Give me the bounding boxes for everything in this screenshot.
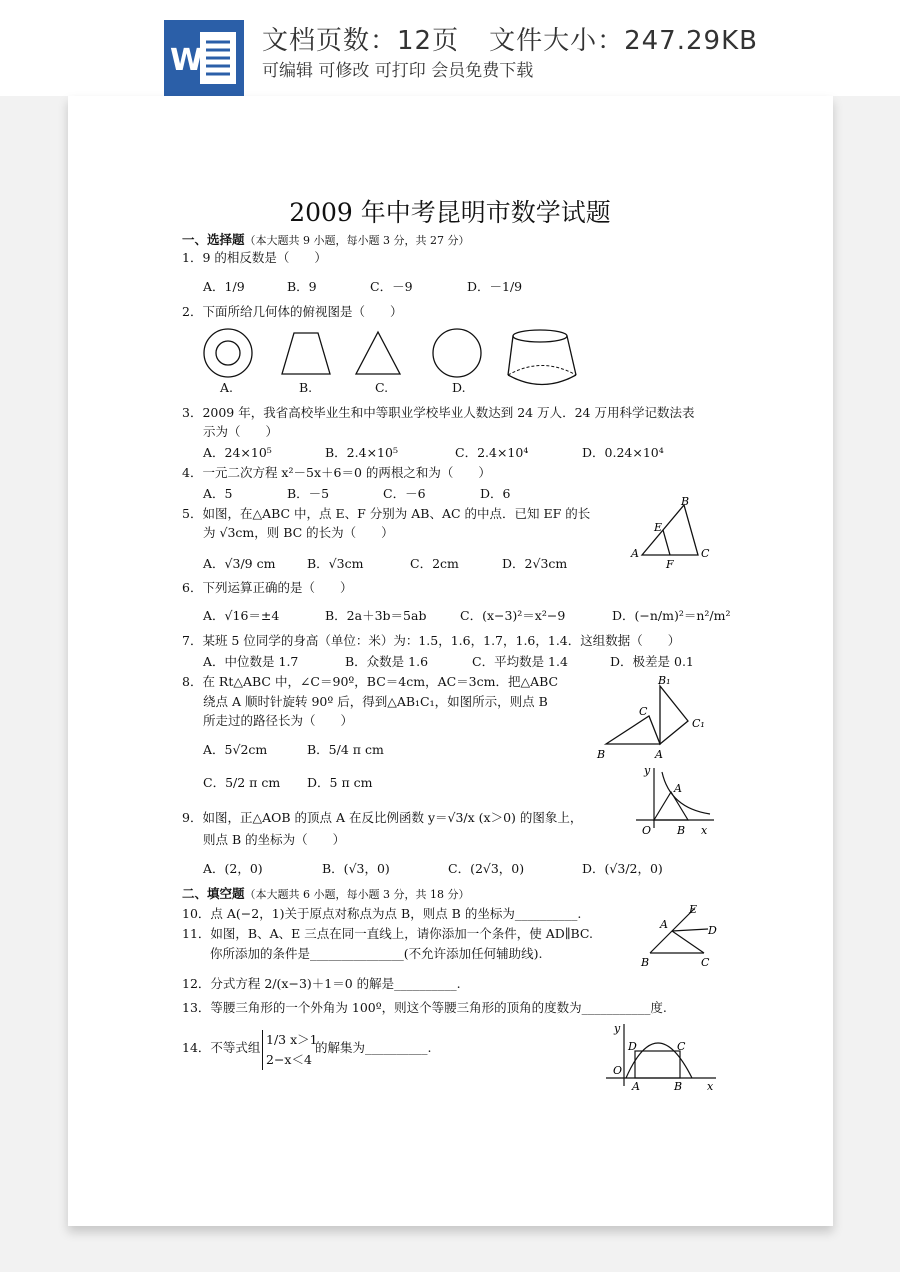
question-7: 7．某班 5 位同学的身高（单位：米）为：1.5，1.6，1.7，1.6，1.4．这组数据（ ）	[182, 633, 681, 648]
section1-title: 一、选择题	[182, 232, 245, 247]
q4-option-d: D．6	[480, 486, 511, 501]
q4-option-a: A．5	[203, 486, 233, 501]
question-5-line2: 为 √3cm，则 BC 的长为（ ）	[203, 525, 394, 540]
question-11-line2: 你所添加的条件是_______________(不允许添加任何辅助线).	[210, 946, 543, 961]
svg-text:C: C	[701, 547, 710, 560]
q1-option-a: A．1/9	[203, 279, 245, 294]
q7-option-a: A．中位数是 1.7	[203, 654, 299, 669]
page-count: 文档页数：12页	[262, 26, 460, 56]
q6-option-a: A．√16＝±4	[203, 608, 280, 623]
q11-parallel-figure	[638, 903, 724, 971]
q3-option-b: B．2.4×10⁵	[325, 445, 398, 460]
q4-option-c: C．－6	[383, 486, 426, 501]
ring-shape-inner	[216, 341, 240, 365]
question-4: 4．一元二次方程 x²－5x＋6＝0 的两根之和为（ ）	[182, 465, 491, 480]
q1-option-b: B．9	[287, 279, 317, 294]
section1-heading	[182, 232, 470, 249]
q14-ineq-1: 1/3 x＞1	[266, 1032, 318, 1047]
q6-option-c: C．(x−3)²＝x²−9	[460, 608, 566, 623]
q5-option-b: B．√3cm	[307, 556, 364, 571]
word-file-icon	[164, 20, 244, 96]
question-14-prefix: 14．不等式组	[182, 1040, 261, 1055]
svg-text:C: C	[677, 1040, 686, 1053]
question-13: 13．等腰三角形的一个外角为 100º，则这个等腰三角形的顶角的度数为___________度.	[182, 1000, 667, 1015]
file-size: 文件大小：247.29KB	[489, 26, 758, 56]
svg-text:B: B	[597, 748, 606, 761]
question-3-line2: 示为（ ）	[203, 424, 279, 439]
q5-option-c: C．2cm	[410, 556, 459, 571]
triangle-shape	[356, 332, 400, 374]
svg-text:C: C	[701, 956, 710, 969]
section1-note: （本大题共 9 小题，每小题 3 分，共 27 分）	[244, 234, 470, 247]
parabola-rectangle-figure	[604, 1022, 722, 1092]
doc-features: 可编辑 可修改 可打印 会员免费下载	[262, 61, 534, 81]
q2-label-a: A.	[220, 380, 234, 395]
question-3-line1: 3．2009 年，我省高校毕业生和中等职业学校毕业人数达到 24 万人．24 万用科学记数法表	[182, 405, 695, 420]
svg-text:A: A	[674, 782, 682, 795]
doc-stats	[262, 20, 758, 57]
q2-label-d: D.	[452, 380, 466, 395]
svg-text:x: x	[701, 824, 708, 837]
section2-note: （本大题共 6 小题，每小题 3 分，共 18 分）	[244, 888, 470, 901]
q5-option-d: D．2√3cm	[502, 556, 568, 571]
question-11-line1: 11．如图，B、A、E 三点在同一直线上，请你添加一个条件，使 AD∥BC.	[182, 926, 594, 941]
q9-option-b: B．(√3，0)	[322, 861, 390, 876]
section2-heading	[182, 886, 470, 903]
svg-text:A: A	[660, 918, 668, 931]
circle-shape	[433, 329, 481, 377]
word-logo-letter: W	[170, 43, 204, 78]
svg-text:B: B	[681, 495, 690, 508]
svg-text:y: y	[644, 764, 651, 777]
q1-option-c: C．－9	[370, 279, 413, 294]
question-10: 10．点 A(−2，1)关于原点对称点为点 B，则点 B 的坐标为__________.	[182, 906, 582, 921]
question-8-line1: 8．在 Rt△ABC 中，∠C＝90º，BC＝4cm，AC＝3cm．把△ABC	[182, 674, 559, 689]
question-9-line1: 9．如图，正△AOB 的顶点 A 在反比例函数 y＝√3/x (x＞0) 的图象上，	[182, 810, 583, 825]
question-14-suffix: 的解集为__________.	[315, 1040, 432, 1055]
q5-option-a: A．√3/9 cm	[203, 556, 276, 571]
q5-triangle-figure	[628, 497, 718, 569]
q14-ineq-2: 2−x＜4	[266, 1052, 312, 1067]
q3-option-c: C．2.4×10⁴	[455, 445, 529, 460]
q6-option-b: B．2a＋3b＝5ab	[325, 608, 427, 623]
svg-text:C: C	[639, 705, 648, 718]
svg-text:F: F	[666, 558, 674, 571]
question-9-line2: 则点 B 的坐标为（ ）	[203, 832, 346, 847]
q8-option-c: C．5/2 π cm	[203, 775, 281, 790]
question-8-line2: 绕点 A 顺时针旋转 90º 后，得到△AB₁C₁，如图所示，则点 B	[203, 694, 548, 709]
q3-option-a: A．24×10⁵	[203, 445, 272, 460]
svg-text:C₁: C₁	[692, 717, 705, 730]
trapezoid-shape	[282, 333, 330, 374]
q9-option-c: C．(2√3，0)	[448, 861, 525, 876]
svg-text:E: E	[689, 903, 698, 916]
svg-text:B: B	[641, 956, 650, 969]
question-2: 2．下面所给几何体的俯视图是（ ）	[182, 304, 403, 319]
frustum-top	[513, 330, 567, 342]
question-8-line3: 所走过的路径长为（ ）	[203, 713, 354, 728]
q9-graph-figure	[632, 764, 722, 840]
q9-option-d: D．(√3/2，0)	[582, 861, 663, 876]
svg-text:y: y	[614, 1022, 621, 1035]
svg-text:B₁: B₁	[658, 674, 671, 687]
q8-option-b: B．5/4 π cm	[307, 742, 384, 757]
frustum-bottom	[508, 375, 576, 385]
q7-option-c: C．平均数是 1.4	[472, 654, 568, 669]
q9-option-a: A．(2，0)	[203, 861, 263, 876]
q2-label-c: C.	[375, 380, 389, 395]
q14-inequality-system	[262, 1030, 318, 1070]
q2-shapes-figure	[203, 328, 603, 388]
q8-option-d: D．5 π cm	[307, 775, 373, 790]
svg-text:D: D	[628, 1040, 637, 1053]
svg-text:O: O	[613, 1064, 623, 1077]
ring-shape-outer	[204, 329, 252, 377]
q8-rotation-figure	[594, 672, 714, 764]
q2-label-b: B.	[299, 380, 313, 395]
svg-text:E: E	[654, 521, 663, 534]
question-6: 6．下列运算正确的是（ ）	[182, 580, 353, 595]
question-5-line1: 5．如图，在△ABC 中，点 E、F 分别为 AB、AC 的中点．已知 EF 的长	[182, 506, 591, 521]
q7-option-b: B．众数是 1.6	[345, 654, 429, 669]
q6-option-d: D．(−n/m)²＝n²/m²	[612, 608, 731, 623]
svg-text:B: B	[677, 824, 686, 837]
svg-text:x: x	[707, 1080, 714, 1093]
q4-option-b: B．－5	[287, 486, 330, 501]
section2-title: 二、填空题	[182, 886, 245, 901]
svg-text:D: D	[708, 924, 717, 937]
exam-title: 2009 年中考昆明市数学试题	[289, 198, 611, 227]
svg-text:A: A	[655, 748, 663, 761]
svg-text:A: A	[632, 1080, 640, 1093]
q8-option-a: A．5√2cm	[203, 742, 268, 757]
q3-option-d: D．0.24×10⁴	[582, 445, 664, 460]
question-12: 12．分式方程 2/(x−3)＋1＝0 的解是__________.	[182, 976, 461, 991]
svg-text:B: B	[674, 1080, 683, 1093]
svg-text:A: A	[631, 547, 639, 560]
q7-option-d: D．极差是 0.1	[610, 654, 694, 669]
svg-text:O: O	[642, 824, 652, 837]
q1-option-d: D．－1/9	[467, 279, 523, 294]
question-1: 1．9 的相反数是（ ）	[182, 250, 327, 265]
